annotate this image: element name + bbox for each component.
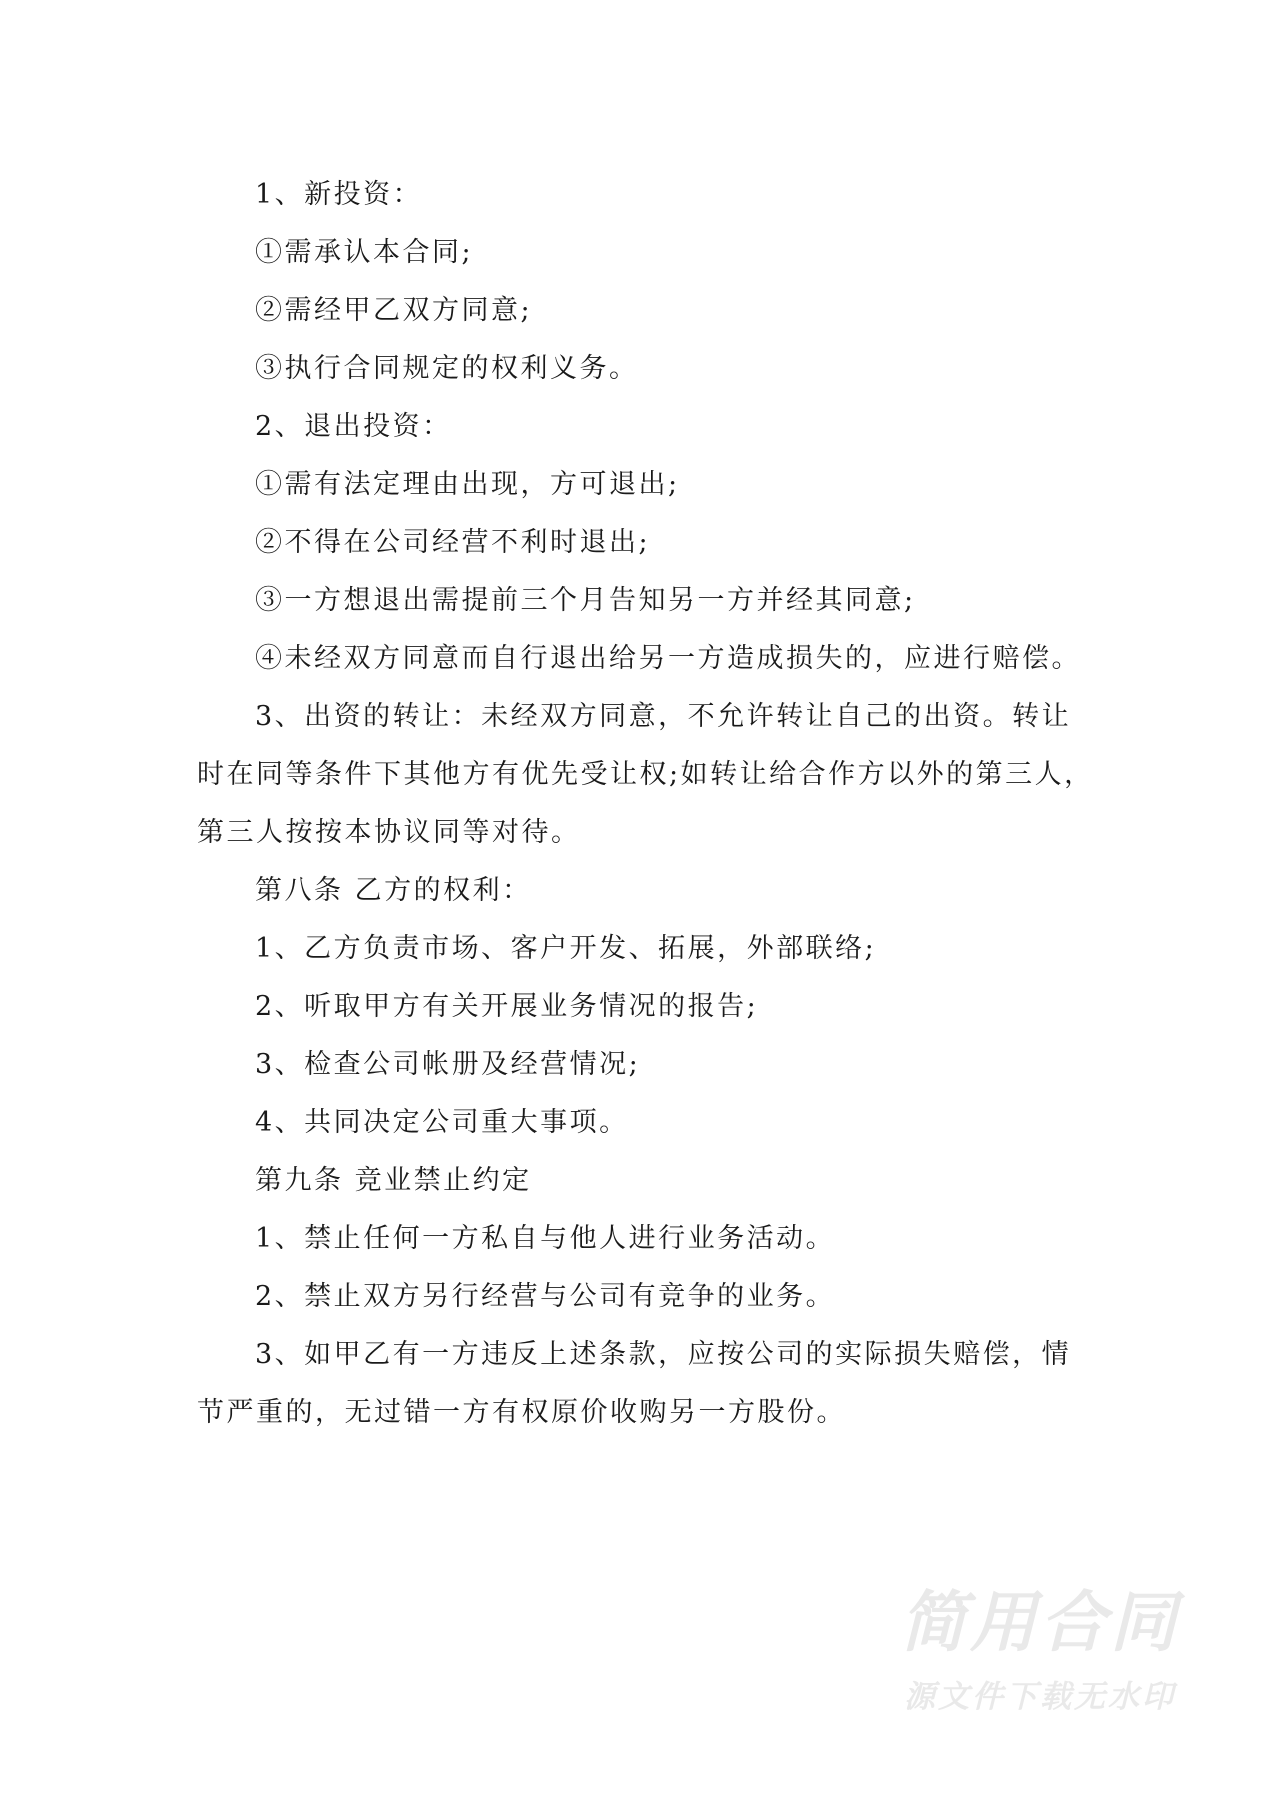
list-item: ②需经甲乙双方同意; [255,295,533,326]
watermark [880,1585,1200,1719]
list-item: ①需承认本合同; [255,237,474,268]
list-item: 3、如甲乙有一方违反上述条款，应按公司的实际损失赔偿，情 [255,1339,1072,1370]
list-item: ③一方想退出需提前三个月告知另一方并经其同意; [255,585,916,616]
clause-transfer-paragraph-continued: 第三人按按本协议同等对待。 [197,817,581,848]
list-item: ①需有法定理由出现，方可退出; [255,469,680,500]
list-item: ③执行合同规定的权利义务。 [255,353,639,384]
watermark-title: 简用合同 [900,1584,1180,1661]
clause-transfer-paragraph: 3、出资的转让：未经双方同意，不允许转让自己的出资。转让 [255,701,1072,732]
list-item-continued: 节严重的，无过错一方有权原价收购另一方股份。 [197,1397,846,1428]
list-item: 1、乙方负责市场、客户开发、拓展，外部联络; [255,933,877,964]
article-8-heading: 第八条 乙方的权利： [255,875,532,906]
watermark-subtitle: 源文件下载无水印 [904,1679,1176,1715]
list-item: 2、禁止双方另行经营与公司有竞争的业务。 [255,1281,836,1312]
list-item: ②不得在公司经营不利时退出; [255,527,651,558]
list-item: 4、共同决定公司重大事项。 [255,1107,629,1138]
list-item: 2、听取甲方有关开展业务情况的报告; [255,991,759,1022]
list-item: 3、检查公司帐册及经营情况; [255,1049,641,1080]
article-9-heading: 第九条 竞业禁止约定 [255,1165,532,1196]
document-page [197,166,1097,1442]
list-item: 1、禁止任何一方私自与他人进行业务活动。 [255,1223,836,1254]
clause-new-investment-heading: 1、新投资： [255,179,423,210]
list-item: ④未经双方同意而自行退出给另一方造成损失的，应进行赔偿。 [255,643,1081,674]
clause-transfer-paragraph-continued: 时在同等条件下其他方有优先受让权;如转让给合作方以外的第三人， [197,759,1094,790]
clause-exit-investment-heading: 2、退出投资： [255,411,452,442]
